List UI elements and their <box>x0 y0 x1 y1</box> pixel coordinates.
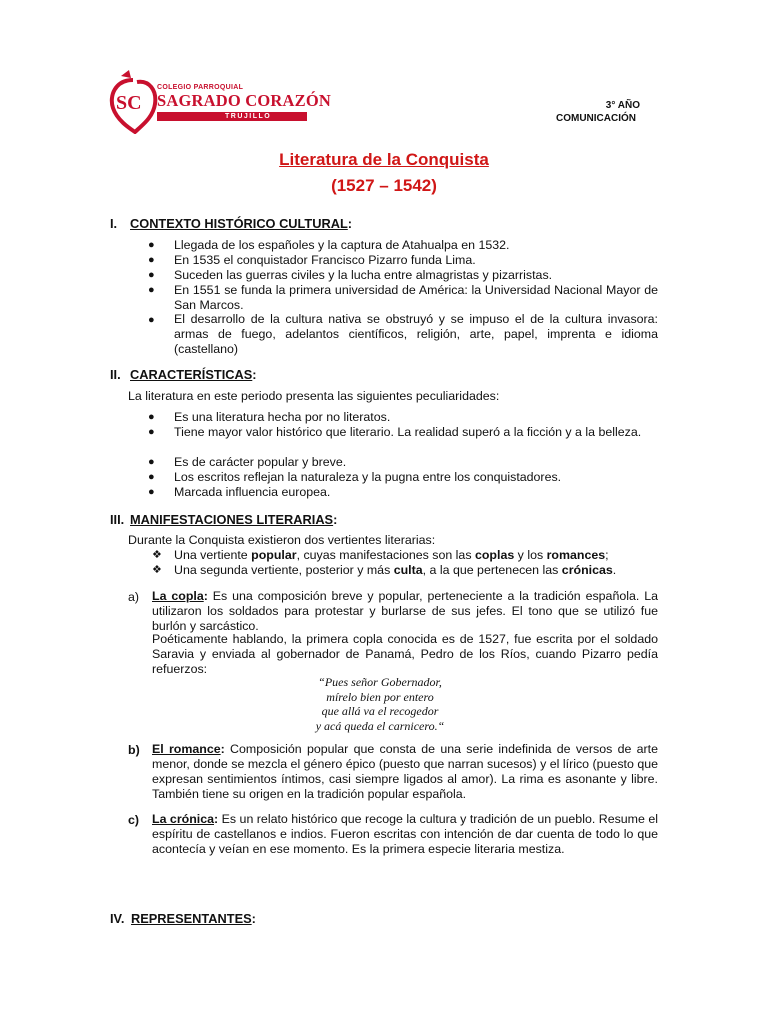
logo-city: TRUJILLO <box>225 113 272 120</box>
list-item: Una segunda vertiente, posterior y más culta, a la que pertenecen las crónicas. <box>174 563 617 577</box>
item-marker: a) <box>128 590 140 604</box>
bullet-icon: ● <box>148 426 155 438</box>
section-title: REPRESENTANTES <box>131 911 252 926</box>
bullet-icon: ● <box>148 269 155 281</box>
bullet-icon: ● <box>148 411 155 423</box>
logo-initials: SC <box>116 92 142 114</box>
diamond-bullet-icon: ❖ <box>152 564 162 576</box>
list-item: Marcada influencia europea. <box>174 485 331 499</box>
copla-poem <box>300 675 460 733</box>
section-title: MANIFESTACIONES LITERARIAS <box>130 512 334 527</box>
poem-line: “Pues señor Gobernador, <box>318 675 442 689</box>
grade-block <box>556 100 640 125</box>
romance-paragraph: El romance: Composición popular que consta de una serie indefinida de versos de arte menor, donde se mezcla el género épico (puesto que narran sucesos) y el lírico (puesto que expresan sentimientos íntimos, casi siempre ligados al amor). La rima es asonante y libre. También tiene su origen en la tradición popular española. <box>152 742 658 801</box>
list-item: Es una literatura hecha por no literatos. <box>174 410 391 424</box>
poem-line: que allá va el recogedor <box>321 704 439 718</box>
list-item: Los escritos reflejan la naturaleza y la pugna entre los conquistadores. <box>174 470 562 484</box>
list-item: Tiene mayor valor histórico que literario. La realidad superó a la ficción y a la belleza. <box>174 425 642 439</box>
bullet-icon: ● <box>148 471 155 483</box>
list-item: En 1535 el conquistador Francisco Pizarro funda Lima. <box>174 253 476 267</box>
page-title: Literatura de la Conquista <box>279 150 489 169</box>
poem-line: mírelo bien por entero <box>326 689 434 704</box>
page-subtitle-dates: (1527 – 1542) <box>331 176 437 195</box>
list-item: El desarrollo de la cultura nativa se obstruyó y se impuso el de la cultura invasora: armas de fuego, adelantos científicos, religión, arte, papel, imprenta e idioma (castellano) <box>174 312 658 356</box>
section-number: I. <box>110 216 118 231</box>
cronica-paragraph: La crónica: Es un relato histórico que recoge la cultura y tradición de un pueblo. Resume el espíritu de castellanos e indios. Fueron escritas con intención de dar cuenta de todo lo que acontecía y veían en ese momento. Es la primera especie literaria mestiza. <box>152 812 658 856</box>
list-item: Suceden las guerras civiles y la lucha entre almagristas y pizarristas. <box>174 268 553 282</box>
section-number: III. <box>110 512 125 527</box>
bullet-icon: ● <box>148 284 155 296</box>
logo-school-type: COLEGIO PARROQUIAL <box>157 84 244 91</box>
bullet-icon: ● <box>148 254 155 266</box>
colon: : <box>333 512 338 527</box>
bullet-icon: ● <box>148 456 155 468</box>
section-number: IV. <box>110 911 125 926</box>
list-item: En 1551 se funda la primera universidad de América: la Universidad Nacional Mayor de San Marcos. <box>174 283 658 312</box>
item-marker: b) <box>128 743 140 757</box>
poem-line: y acá queda el carnicero.“ <box>315 718 445 733</box>
copla-paragraph: La copla: Es una composición breve y popular, perteneciente a la tradición española. La utilizaron los soldados para protestar y burlarse de sus jefes. El tono que se utilizó fue burlón y sarcástico. <box>152 589 658 633</box>
list-item: Es de carácter popular y breve. <box>174 455 347 469</box>
colon: : <box>251 911 256 926</box>
section-intro: Durante la Conquista existieron dos vertientes literarias: <box>128 533 436 547</box>
grade-label: 3° AÑO <box>605 100 640 111</box>
item-marker: c) <box>128 813 140 827</box>
diamond-bullet-icon: ❖ <box>152 549 162 561</box>
bullet-icon: ● <box>148 314 155 326</box>
list-item: Una vertiente popular, cuyas manifestaciones son las coplas y los romances; <box>174 548 609 562</box>
copla-history-paragraph: Poéticamente hablando, la primera copla conocida es de 1527, fue escrita por el soldado Saravia y enviada al gobernador de Panamá, Pedro de los Ríos, cuando Pizarro pedía refuerzos: <box>152 632 658 676</box>
section-number: II. <box>110 367 121 382</box>
section-intro: La literatura en este periodo presenta las siguientes peculiaridades: <box>128 389 500 403</box>
logo-school-name: SAGRADO CORAZÓN <box>157 91 331 110</box>
bullet-icon: ● <box>148 486 155 498</box>
course-label: COMUNICACIÓN <box>556 112 636 124</box>
section-title: CONTEXTO HISTÓRICO CULTURAL <box>130 216 348 231</box>
bullet-icon: ● <box>148 239 155 251</box>
list-item: Llegada de los españoles y la captura de Atahualpa en 1532. <box>174 238 510 252</box>
colon: : <box>347 216 353 231</box>
colon: : <box>252 367 257 382</box>
school-logo <box>107 70 331 134</box>
section-title: CARACTERÍSTICAS <box>130 367 253 382</box>
